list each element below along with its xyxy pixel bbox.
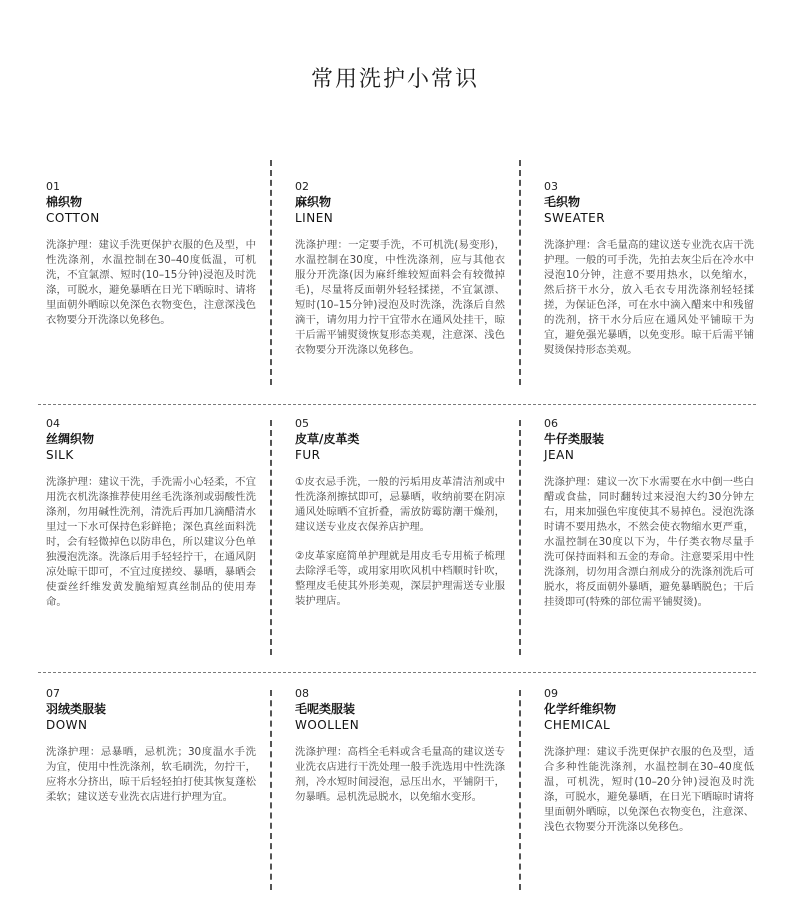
card-title-en: WOOLLEN (295, 718, 360, 732)
care-card-linen (295, 180, 505, 372)
card-title-en: SWEATER (544, 211, 606, 225)
card-body (544, 475, 754, 610)
care-card-woollen (295, 687, 505, 819)
card-paragraph: 洗涤护理：建议干洗，手洗需小心轻柔，不宜用洗衣机洗涤推荐使用丝毛洗涤剂或弱酸性洗涤剂，勿用碱性洗剂，清洗后再加几滴醋清水里过一下水可保持色彩鲜艳；深色真丝面料洗时，会有轻微掉色以防串色，所以建议分色单独漫泡洗涤。洗涤后用手轻轻拧干，在通风阴凉处晾干即可，不宜过度搓绞、暴晒，暴晒会使蚕丝纤维发黄发脆缩短真丝制品的使用寿命。 (46, 476, 256, 608)
card-body (295, 745, 505, 805)
card-title-en: COTTON (46, 211, 100, 225)
column-divider (270, 160, 272, 385)
card-body (295, 475, 505, 609)
card-title-cn: 牛仔类服装 (544, 432, 605, 446)
card-paragraph: 洗涤护理：一定要手洗，不可机洗(易变形)，水温控制在30度，中性洗涤剂，应与其他衣服分开洗涤(因为麻纤维较短面料会有较微掉毛)，尽量将反面朝外轻轻揉搓，不宜氯漂、短时(10–15分钟)浸泡及时洗涤，洗涤后自然滴干，请勿用力拧干宜带水在通风处挂干，晾干后需平铺熨烫恢复形态美观，注意深、浅色衣物要分开洗涤以免移色。 (295, 239, 505, 356)
card-paragraph: ②皮革家庭简单护理就是用皮毛专用梳子梳理去除浮毛等，或用家用吹风机中档顺时针吹，整理皮毛使其外形美观，深层护理需送专业服装护理店。 (295, 550, 505, 607)
card-paragraph: 洗涤护理：高档全毛料或含毛量高的建议送专业洗衣店进行干洗处理一般手洗选用中性洗涤剂，冷水短时间浸泡，忌压出水，平铺阴干，勿暴晒。忌机洗忌脱水，以免缩水变形。 (295, 746, 505, 803)
card-paragraph: 洗涤护理：含毛量高的建议送专业洗衣店干洗护理。一般的可手洗，先拍去灰尘后在冷水中浸泡10分钟，注意不要用热水，以免缩水，然后挤干水分，放入毛衣专用洗涤剂轻轻揉搓，为保证色泽，可在水中滴入醋来中和残留的洗剂，挤干水分后应在通风处平铺晾干为宜，避免强光暴晒，以免变形。晾干后需平铺熨烫保持形态美观。 (544, 239, 754, 356)
column-divider (519, 420, 521, 655)
column-divider (519, 690, 521, 890)
card-paragraph: 洗涤护理：建议一次下水需要在水中倒一些白醋或食盐，同时翻转过来浸泡大约30分钟左右，用来加强色牢度使其不易掉色。浸泡洗涤时请不要用热水，不然会使衣物缩水更严重，水温控制在30度以下为，牛仔类衣物尽量手洗可保持面料和五金的寿命。注意要采用中性洗涤剂，切勿用含漂白剂成分的洗涤剂洗后可脱水，将反面朝外暴晒，避免暴晒脱色；干后挂烫即可(特殊的部位需平铺熨烫)。 (544, 476, 754, 608)
card-number: 06 (544, 417, 558, 430)
card-number: 07 (46, 687, 60, 700)
care-card-chemical (544, 687, 754, 849)
card-body (544, 745, 754, 835)
card-title-en: CHEMICAL (544, 718, 611, 732)
column-divider (270, 690, 272, 890)
card-number: 09 (544, 687, 558, 700)
card-number: 08 (295, 687, 309, 700)
column-divider (519, 160, 521, 385)
column-divider (270, 420, 272, 655)
card-paragraph: ①皮衣忌手洗，一般的污垢用皮革清洁剂或中性洗涤剂擦拭即可，忌暴晒，收纳前要在阴凉通风处晾晒不宜折叠，需放防霉防潮干燥剂，建议送专业皮衣保养店护理。 (295, 476, 505, 533)
card-body (46, 238, 256, 328)
card-paragraph: 洗涤护理：忌暴晒，忌机洗；30度温水手洗为宜，使用中性洗涤剂，软毛刷洗，勿拧干，应将水分挤出，晾干后轻轻拍打使其恢复蓬松柔软；建议送专业洗衣店进行护理为宜。 (46, 746, 256, 803)
card-number: 05 (295, 417, 309, 430)
card-body (544, 238, 754, 358)
card-title-en: JEAN (544, 448, 575, 462)
card-title-cn: 化学纤维织物 (544, 702, 617, 716)
card-number: 03 (544, 180, 558, 193)
card-number: 01 (46, 180, 60, 193)
card-title-en: LINEN (295, 211, 334, 225)
care-card-silk (46, 417, 256, 624)
card-body (46, 475, 256, 610)
card-title-en: FUR (295, 448, 321, 462)
card-title-cn: 棉织物 (46, 195, 83, 209)
care-card-cotton (46, 180, 256, 342)
card-title-cn: 羽绒类服装 (46, 702, 107, 716)
care-card-jean (544, 417, 754, 624)
row-divider (38, 404, 756, 405)
card-title-cn: 毛呢类服装 (295, 702, 356, 716)
card-title-en: DOWN (46, 718, 88, 732)
card-paragraph: 洗涤护理：建议手洗更保护衣服的色及型，中性洗涤剂，水温控制在30–40度低温，可机洗，不宜氯漂、短时(10–15分钟)浸泡及时洗涤，可脱水，避免暴晒在日光下晒晾时、请将里面朝外晒晾以免深色衣物变色，注意深浅色衣物要分开洗涤以免移色。 (46, 239, 256, 326)
care-card-fur (295, 417, 505, 623)
row-divider (38, 672, 756, 673)
card-title-cn: 毛织物 (544, 195, 581, 209)
care-card-sweater (544, 180, 754, 372)
card-title-cn: 麻织物 (295, 195, 332, 209)
card-number: 02 (295, 180, 309, 193)
card-body (295, 238, 505, 358)
card-title-en: SILK (46, 448, 74, 462)
card-title-cn: 丝绸织物 (46, 432, 95, 446)
card-number: 04 (46, 417, 60, 430)
page-title: 常用洗护小常识 (310, 67, 479, 92)
card-paragraph: 洗涤护理：建议手洗更保护衣服的色及型，适合多种性能洗涤剂，水温控制在30–40度低温，可机洗，短时(10–20分钟)浸泡及时洗涤，可脱水，避免暴晒，在日光下晒晾时请将里面朝外晒晾，以免深色衣物变色，注意深、浅色衣物要分开洗涤以免移色。 (544, 746, 754, 833)
card-title-cn: 皮草/皮革类 (295, 432, 360, 446)
card-body (46, 745, 256, 805)
care-card-down (46, 687, 256, 819)
